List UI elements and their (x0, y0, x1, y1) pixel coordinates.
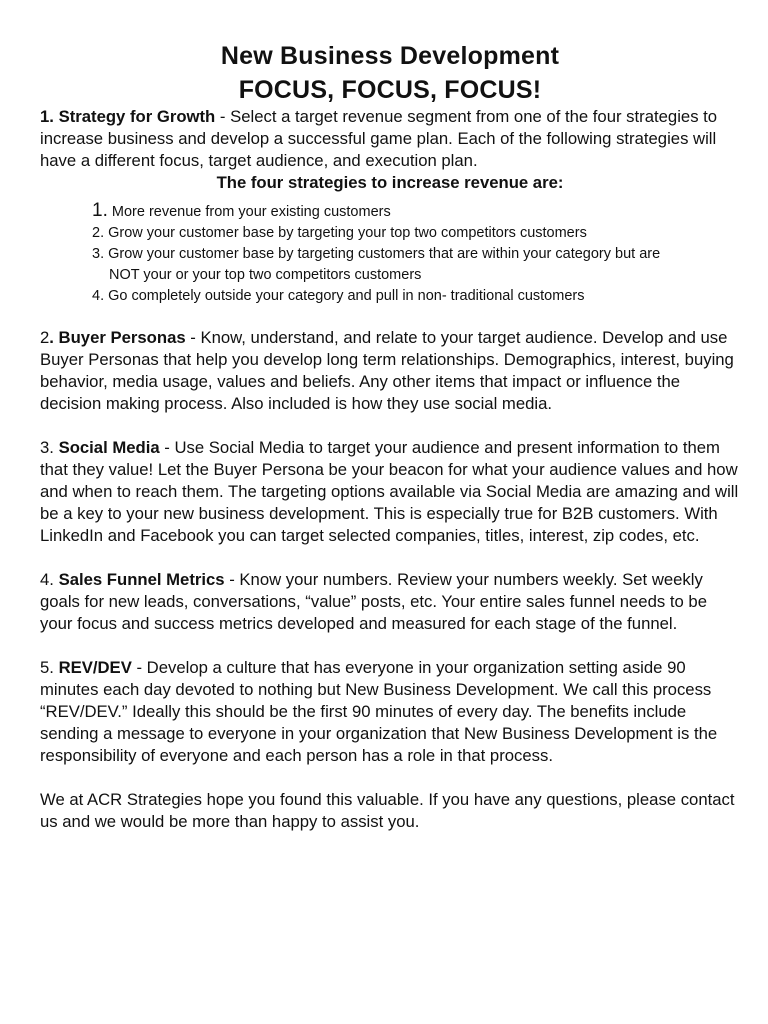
list-item-text: Go completely outside your category and pull in non- traditional customers (104, 288, 585, 304)
four-strategies-heading: The four strategies to increase revenue are: (216, 173, 564, 192)
list-item (92, 286, 740, 307)
document-page (40, 40, 740, 833)
section-heading: . Buyer Personas (49, 328, 186, 347)
section-body: - Know your numbers. Review your numbers weekly. Set weekly goals for new leads, conversations, “value” posts, etc. Your entire sales funnel needs to be your focus and success metrics developed and measured for each stage of the funnel. (40, 570, 707, 633)
closing-paragraph: We at ACR Strategies hope you found this valuable. If you have any questions, please contact us and we would be more than happy to assist you. (40, 790, 735, 831)
page-title: New Business Development (220, 42, 560, 70)
section-strategy-for-growth (40, 106, 740, 172)
section-number: 3. (40, 438, 59, 457)
strategies-list (40, 200, 740, 307)
section-number: 4. (40, 570, 59, 589)
section-body: - Know, understand, and relate to your target audience. Develop and use Buyer Personas that help you develop long term relationships. Demographics, interest, buying behavior, media usage, values and beliefs. Any other items that impact or influence the decision making process. Also included is how they use social media. (40, 328, 734, 413)
list-item-continuation: NOT your or your top two competitors customers (109, 267, 422, 283)
list-item-number: 4. (92, 288, 105, 304)
section-rev-dev (40, 657, 740, 767)
list-item (92, 244, 740, 286)
section-number: 1. (40, 107, 54, 126)
section-number: 5. (40, 658, 59, 677)
section-heading: Social Media (58, 438, 160, 457)
section-body: - Develop a culture that has everyone in your organization setting aside 90 minutes each day devoted to nothing but New Business Development. We call this process “REV/DEV.” Ideally this should be the first 90 minutes of every day. The benefits include sending a message to everyone in your organization that New Business Development is the responsibility of everyone and each person has a role in that process. (40, 658, 718, 765)
section-sales-funnel-metrics (40, 569, 740, 635)
page-subtitle: FOCUS, FOCUS, FOCUS! (238, 76, 542, 104)
list-item-number: 1. (92, 200, 108, 221)
section-body: - Select a target revenue segment from one of the four strategies to increase business and develop a successful game plan. Each of the following strategies will have a different focus, target audience, and execution plan. (40, 107, 718, 170)
section-heading: Strategy for Growth (58, 107, 216, 126)
section-social-media (40, 437, 740, 547)
section-buyer-personas (40, 327, 740, 415)
list-item-number: 2. (92, 225, 105, 241)
list-item-text: Grow your customer base by targeting customers that are within your category but are (104, 246, 661, 262)
section-heading: REV/DEV (58, 658, 132, 677)
list-item-text: More revenue from your existing customers (107, 204, 391, 220)
section-body: - Use Social Media to target your audience and present information to them that they value! Let the Buyer Persona be your beacon for what your audience values and how and when to reach them. The targeting options available via Social Media are amazing and will be a key to your new business development. This is especially true for B2B customers. With LinkedIn and Facebook you can target selected companies, titles, interest, zip codes, etc. (40, 438, 739, 545)
section-heading: Sales Funnel Metrics (58, 570, 225, 589)
list-item (92, 200, 740, 223)
list-item (92, 223, 740, 244)
section-number: 2 (40, 328, 50, 347)
list-item-number: 3. (92, 246, 105, 262)
list-item-text: Grow your customer base by targeting your top two competitors customers (104, 225, 587, 241)
